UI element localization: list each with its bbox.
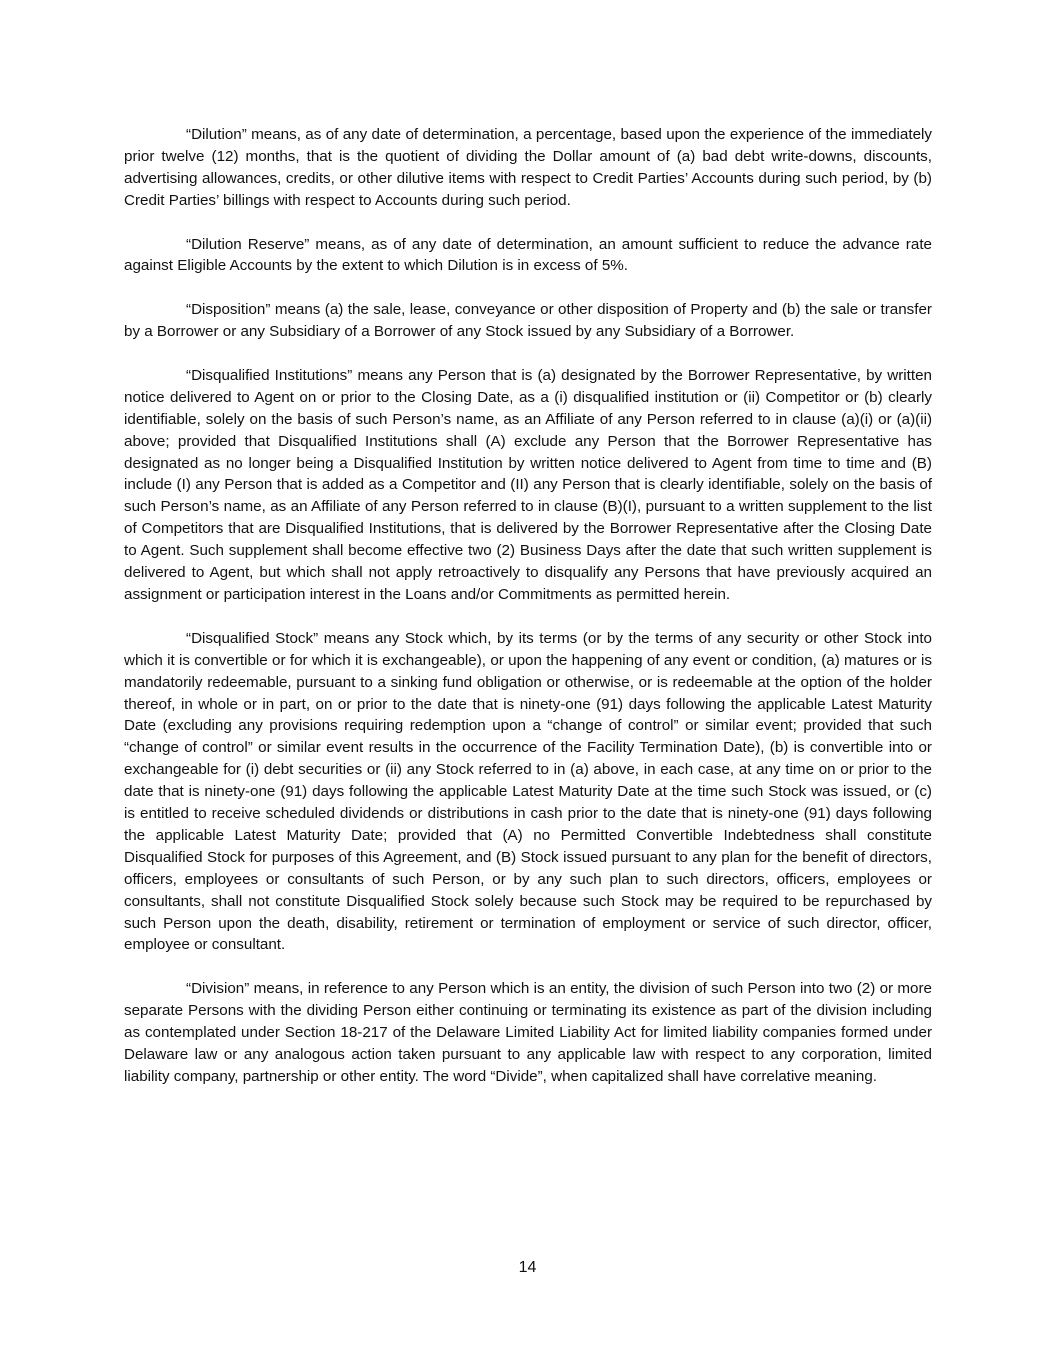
definition-body: ” means, as of any date of determination, a percentage, based upon the experience of the immediately prior twelve (12) months, that is the quotient of dividing the Dollar amount of (a) bad debt write-downs, discounts, advertising allowances, credits, or other dilutive items with respect to Credit Parties’ Accounts during such period, by (b) Credit Parties’ billings with respect to Accounts during such period. [124, 126, 932, 209]
defined-term: Disqualified Stock [191, 629, 314, 647]
open-quote: “ [186, 980, 192, 998]
definition-body: ” means, as of any date of determination, an amount sufficient to reduce the advance rate against Eligible Accounts by the extent to which Dilution is in excess of 5%. [124, 235, 932, 275]
definition-disqualified-institutions [124, 365, 932, 606]
open-quote: “ [186, 366, 192, 384]
definition-dilution [124, 124, 932, 212]
open-quote: “ [186, 629, 192, 647]
definition-body: ” means, in reference to any Person which is an entity, the division of such Person into two (2) or more separate Persons with the dividing Person either continuing or terminating its existence as part of the division including as contemplated under Section 18-217 of the Delaware Limited Liability Act for limited liability companies formed under Delaware law or any analogous action taken pursuant to any applicable law with respect to any corporation, limited liability company, partnership or other entity. The word “Divide”, when capitalized shall have correlative meaning. [124, 980, 932, 1085]
definition-dilution-reserve [124, 234, 932, 278]
definition-body: ” means any Person that is (a) designated by the Borrower Representative, by written notice delivered to Agent on or prior to the Closing Date, as a (i) disqualified institution or (ii) Competitor or (b) clearly identifiable, solely on the basis of such Person’s name, as an Affiliate of any Person referred to in clause (a)(i) or (a)(ii) above; provided that Disqualified Institutions shall (A) exclude any Person that the Borrower Representative has designated as no longer being a Disqualified Institution by written notice delivered to Agent from time to time and (B) include (I) any Person that is added as a Competitor and (II) any Person that is clearly identifiable, solely on the basis of such Person’s name, as an Affiliate of any Person referred to in clause (B)(I), pursuant to a written supplement to the list of Competitors that are Disqualified Institutions, that is delivered by the Borrower Representative after the Closing Date to Agent. Such supplement shall become effective two (2) Business Days after the date that such written supplement is delivered to Agent, but which shall not apply retroactively to disqualify any Persons that have previously acquired an assignment or participation interest in the Loans and/or Commitments as permitted herein. [124, 366, 932, 603]
definition-division [124, 978, 932, 1088]
page-number: 14 [518, 1259, 537, 1276]
defined-term: Disposition [191, 301, 266, 319]
definition-disposition [124, 299, 932, 343]
defined-term: Dilution Reserve [191, 235, 305, 253]
defined-term: Dilution [191, 126, 242, 143]
definition-disqualified-stock [124, 628, 932, 957]
defined-term: Disqualified Institutions [191, 366, 348, 384]
document-page [124, 124, 932, 1110]
definition-body: ” means (a) the sale, lease, conveyance or other disposition of Property and (b) the sale or transfer by a Borrower or any Subsidiary of a Borrower of any Stock issued by any Subsidiary of a Borrower. [124, 301, 932, 341]
defined-term: Division [191, 980, 245, 998]
open-quote: “ [186, 235, 192, 253]
definition-body: ” means any Stock which, by its terms (or by the terms of any security or other Stock into which it is convertible or for which it is exchangeable), or upon the happening of any event or condition, (a) matures or is mandatorily redeemable, pursuant to a sinking fund obligation or otherwise, or is redeemable at the option of the holder thereof, in whole or in part, on or prior to the date that is ninety-one (91) days following the applicable Latest Maturity Date (excluding any provisions requiring redemption upon a “change of control” or similar event; provided that such “change of control” or similar event results in the occurrence of the Facility Termination Date), (b) is convertible into or exchangeable for (i) debt securities or (ii) any Stock referred to in (a) above, in each case, at any time on or prior to the date that is ninety-one (91) days following the applicable Latest Maturity Date at the time such Stock was issued, or (c) is entitled to receive scheduled dividends or distributions in cash prior to the date that is ninety-one (91) days following the applicable Latest Maturity Date; provided that (A) no Permitted Convertible Indebtedness shall constitute Disqualified Stock for purposes of this Agreement, and (B) Stock issued pursuant to any plan for the benefit of directors, officers, employees or consultants of such Person, or by any such plan to such directors, officers, employees or consultants, shall not constitute Disqualified Stock solely because such Stock may be required to be repurchased by such Person upon the death, disability, retirement or termination of employment or service of such director, officer, employee or consultant. [124, 629, 932, 954]
open-quote: “ [186, 301, 192, 319]
open-quote: “ [186, 126, 192, 143]
